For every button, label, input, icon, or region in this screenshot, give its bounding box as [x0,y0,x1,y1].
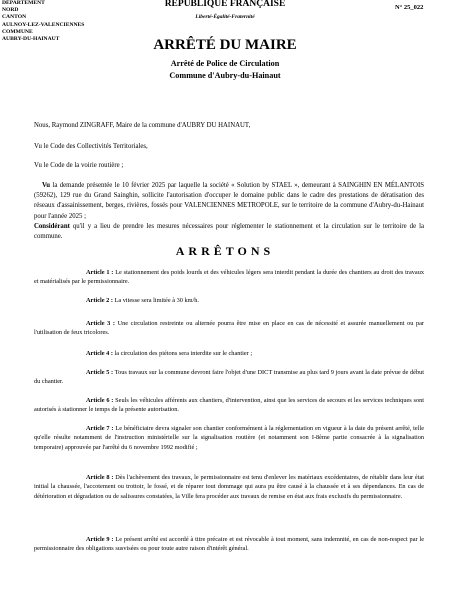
document-subtitle: Arrêté de Police de Circulation [170,59,280,68]
commune-name: AUBRY-DU-HAINAUT [2,36,60,43]
article-text: Dès l'achèvement des travaux, le permissionnaire est tenu d'enlever les matériaux excédentaires, de rétablir dans leur état initial la chaussée, l'accotement ou trottoir, le fossé, et de réparer tout dommage qui aura pu être causé à la chaussée et à ses dépendances. En cas de détérioration et dégradation ou de salissures constatées, la Ville fera procéder aux travaux de remise en état aux frais exclusifs du permissionnaire. [34,474,424,500]
article-label: Article 9 : [86,536,114,543]
department-name: NORD [2,7,19,14]
article-label: Article 4 : [86,350,113,357]
article-7 [34,424,424,452]
article-label: Article 2 : [86,297,113,304]
article-text: la circulation des piétons sera interdite sur le chantier ; [114,350,253,357]
preamble-mayor: Nous, Raymond ZINGRAFF, Maire de la commune d'AUBRY DU HAINAUT, [34,122,251,129]
canton-name: AULNOY-LEZ-VALENCIENNES [2,21,85,28]
request-label: Vu [42,182,51,189]
article-text: Une circulation restreinte ou alternée pourra être mise en place en cas de nécessité et assurée manuellement ou par l'utilisation de feux tricolores. [34,320,425,337]
article-text: La vitesse sera limitée à 30 km/h. [114,297,199,304]
article-text: Seuls les véhicules afférents aux chantiers, d'intervention, ainsi que les services de secours et les services techniques sont autorisés à stationner le temps de la présente autorisation. [34,397,425,414]
article-text: Le bénéficiaire devra signaler son chantier conformément à la réglementation en vigueur à la date du présent arrêté, telle qu'elle résulte notamment de l'instruction ministérielle sur la signalisation routière (et notamment son I-8ème partie consacrée à la signalisation temporaire) approuvée par l'arrêté du 6 novembre 1992 modifié ; [34,425,425,451]
article-4 [34,349,424,358]
considering-label: Considérant [34,223,70,230]
preamble-code-collectivites: Vu le Code des Collectivités Territoriales, [34,143,148,150]
article-2 [34,296,424,305]
article-3 [34,319,424,338]
republic-header [140,0,310,20]
article-label: Article 7 : [86,425,114,432]
article-label: Article 6 : [86,397,114,404]
arretons-heading: ARRÊTONS [175,244,275,258]
commune-label: COMMUNE [2,28,33,35]
article-5 [34,368,424,387]
considering-text: qu'il y a lieu de prendre les mesures nécessaires pour réglementer le stationnement et la circulation sur le territoire de la commune. [34,223,424,241]
preamble-request [34,181,424,222]
article-text: Le présent arrêté est accordé à titre précaire et est révocable à tout moment, sans indemnité, en cas de non-respect par le permissionnaire des obligations susvisées ou pour toute autre raison d'intérêt général. [34,536,425,553]
article-text: Le stationnement des poids lourds et des véhicules légers sera interdit pendant la durée des chantiers au droit des travaux et matérialisés par le permissionnaire. [34,269,425,286]
decree-reference: N° 25_022 [395,4,424,11]
article-label: Article 8 : [86,474,114,481]
article-1 [34,268,424,287]
preamble-code-voirie: Vu le Code de la voirie routière ; [34,162,124,169]
article-label: Article 1 : [86,269,114,276]
article-8 [34,473,424,501]
republic-title: RÉPUBLIQUE FRANÇAISE [164,0,286,9]
article-9 [34,535,424,554]
canton-label: CANTON [2,14,27,21]
document-title: ARRÊTÉ DU MAIRE [153,37,297,53]
article-6 [34,396,424,415]
article-label: Article 5 : [86,369,114,376]
republic-motto: Liberté-Égalité-Fraternité [195,14,255,20]
request-text: la demande présentée le 10 février 2025 par laquelle la société « Solution by STAEL », demeurant à SAINGHIN EN MÉLANTOIS (59262), 129 rue du Grand Sainghin, sollicite l'autorisation d'occuper le domaine public dans le cadre des prestations de dératisation des réseaux d'assainissement, berges, rivières, fossés pour VALENCIENNES METROPOLE, sur le territoire de la commune d'Aubry-du-Hainaut pour l'année 2025 ; [34,182,424,220]
department-label: DÉPARTEMENT [2,0,45,6]
preamble-considering [34,222,424,242]
article-label: Article 3 : [86,320,115,327]
document-commune-line: Commune d'Aubry-du-Hainaut [169,71,281,80]
article-text: Tous travaux sur la commune devront faire l'objet d'une DICT transmise au plus tard 9 jours avant la date prévue de début du chantier. [34,369,424,386]
